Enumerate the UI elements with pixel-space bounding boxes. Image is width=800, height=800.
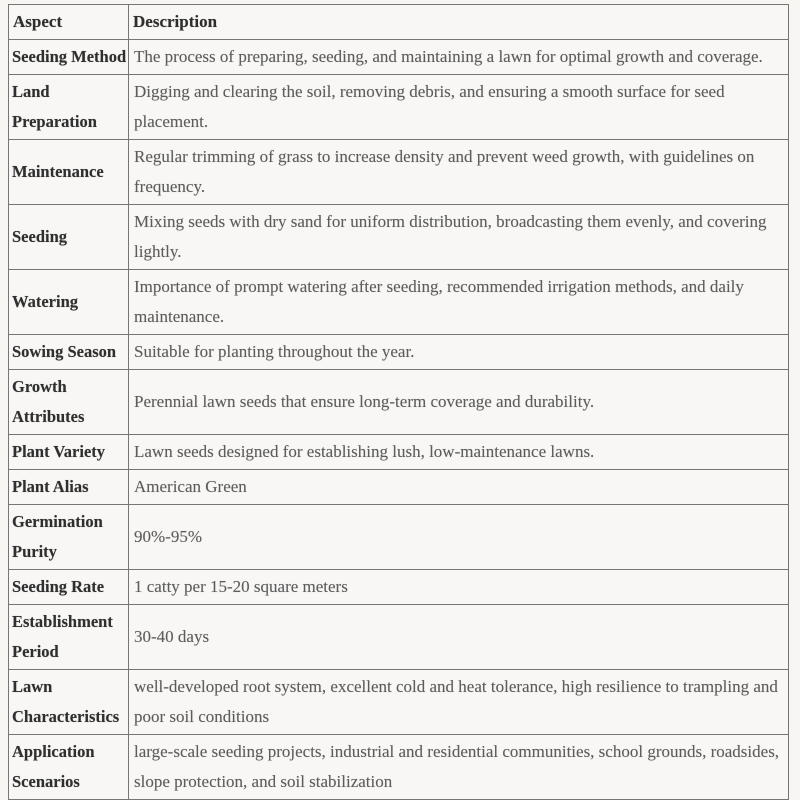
aspect-cell: Seeding xyxy=(9,205,129,270)
column-header-aspect: Aspect xyxy=(9,5,129,40)
description-cell: Perennial lawn seeds that ensure long-term coverage and durability. xyxy=(129,370,789,435)
description-cell: Mixing seeds with dry sand for uniform distribution, broadcasting them evenly, and covering lightly. xyxy=(129,205,789,270)
description-cell: American Green xyxy=(129,470,789,505)
table-row xyxy=(9,40,789,75)
table-row xyxy=(9,205,789,270)
aspect-cell: Watering xyxy=(9,270,129,335)
aspect-cell: Application Scenarios xyxy=(9,735,129,800)
table-row xyxy=(9,570,789,605)
aspect-cell: Plant Variety xyxy=(9,435,129,470)
aspect-cell: Seeding Rate xyxy=(9,570,129,605)
table-row xyxy=(9,670,789,735)
aspect-cell: Plant Alias xyxy=(9,470,129,505)
description-cell: Regular trimming of grass to increase density and prevent weed growth, with guidelines on frequency. xyxy=(129,140,789,205)
aspect-cell: Lawn Characteristics xyxy=(9,670,129,735)
header-row xyxy=(9,5,789,40)
table-row xyxy=(9,505,789,570)
table-row xyxy=(9,75,789,140)
table-row xyxy=(9,140,789,205)
aspect-description-table xyxy=(8,4,789,800)
column-header-description: Description xyxy=(129,5,789,40)
description-cell: Importance of prompt watering after seeding, recommended irrigation methods, and daily maintenance. xyxy=(129,270,789,335)
description-cell: large-scale seeding projects, industrial and residential communities, school grounds, roadsides, slope protection, and soil stabilization xyxy=(129,735,789,800)
table-row xyxy=(9,335,789,370)
description-cell: Suitable for planting throughout the year. xyxy=(129,335,789,370)
aspect-cell: Land Preparation xyxy=(9,75,129,140)
aspect-cell: Sowing Season xyxy=(9,335,129,370)
aspect-cell: Establishment Period xyxy=(9,605,129,670)
description-cell: 90%-95% xyxy=(129,505,789,570)
table-row xyxy=(9,370,789,435)
description-cell: The process of preparing, seeding, and maintaining a lawn for optimal growth and coverage. xyxy=(129,40,789,75)
description-cell: Lawn seeds designed for establishing lush, low-maintenance lawns. xyxy=(129,435,789,470)
description-cell: well-developed root system, excellent cold and heat tolerance, high resilience to trampling and poor soil conditions xyxy=(129,670,789,735)
table-row xyxy=(9,270,789,335)
aspect-cell: Germination Purity xyxy=(9,505,129,570)
description-cell: 30-40 days xyxy=(129,605,789,670)
aspect-cell: Maintenance xyxy=(9,140,129,205)
table-row xyxy=(9,470,789,505)
aspect-cell: Seeding Method xyxy=(9,40,129,75)
table-row xyxy=(9,735,789,800)
aspect-cell: Growth Attributes xyxy=(9,370,129,435)
description-cell: 1 catty per 15-20 square meters xyxy=(129,570,789,605)
table-row xyxy=(9,435,789,470)
description-cell: Digging and clearing the soil, removing debris, and ensuring a smooth surface for seed placement. xyxy=(129,75,789,140)
table-row xyxy=(9,605,789,670)
spec-table-container xyxy=(8,4,789,800)
